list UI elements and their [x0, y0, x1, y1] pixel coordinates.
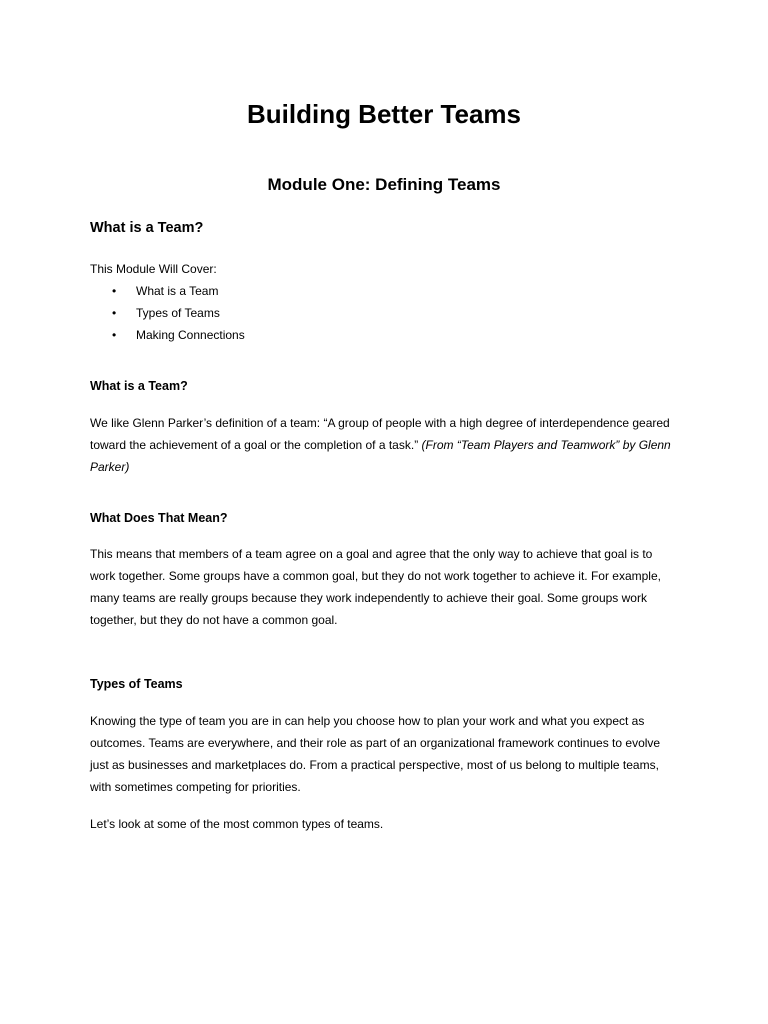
- module-covers-label: This Module Will Cover:: [90, 262, 217, 276]
- bullet-icon: •: [112, 284, 117, 298]
- bullet-icon: •: [112, 328, 117, 342]
- section-heading-what-does-that-mean: What Does That Mean?: [90, 511, 228, 525]
- section-heading-types-of-teams: Types of Teams: [90, 677, 183, 691]
- types-paragraph: Knowing the type of team you are in can help you choose how to plan your work and what you expect as outcomes. Teams are everywhere, and their role as part of an organizational framework continues to evolve just as businesses and marketplaces do. From a practical perspective, most of us belong to multiple teams, with sometimes competing for priorities.: [90, 714, 661, 794]
- meaning-paragraph: This means that members of a team agree on a goal and agree that the only way to achieve that goal is to work together. Some groups have a common goal, but they do not work together to achieve it. For example, many teams are really groups because they work independently to achieve their goal. Some groups work together, but they do not have a common goal.: [90, 547, 661, 627]
- list-item: [90, 280, 245, 302]
- list-item: [90, 324, 245, 346]
- list-item-label: Types of Teams: [136, 306, 220, 320]
- list-item: [90, 302, 245, 324]
- intro-heading: What is a Team?: [90, 220, 204, 236]
- list-item-label: Making Connections: [136, 328, 245, 342]
- team-definition-text: We like Glenn Parker’s definition of a team: “A group of people with a high degree of interdependence geared toward the achievement of a goal or the completion of a task.”: [90, 416, 670, 452]
- section-heading-what-is-a-team: What is a Team?: [90, 379, 188, 393]
- definition-citation: (From “Team Players and Teamwork” by Glenn Parker): [90, 438, 671, 474]
- team-definition-paragraph: [90, 412, 680, 478]
- module-topics-list: [90, 280, 245, 346]
- types-closing-line: Let’s look at some of the most common types of teams.: [90, 817, 384, 831]
- module-title: Module One: Defining Teams: [267, 175, 501, 194]
- bullet-icon: •: [112, 306, 117, 320]
- list-item-label: What is a Team: [136, 284, 219, 298]
- document-title: Building Better Teams: [246, 99, 521, 129]
